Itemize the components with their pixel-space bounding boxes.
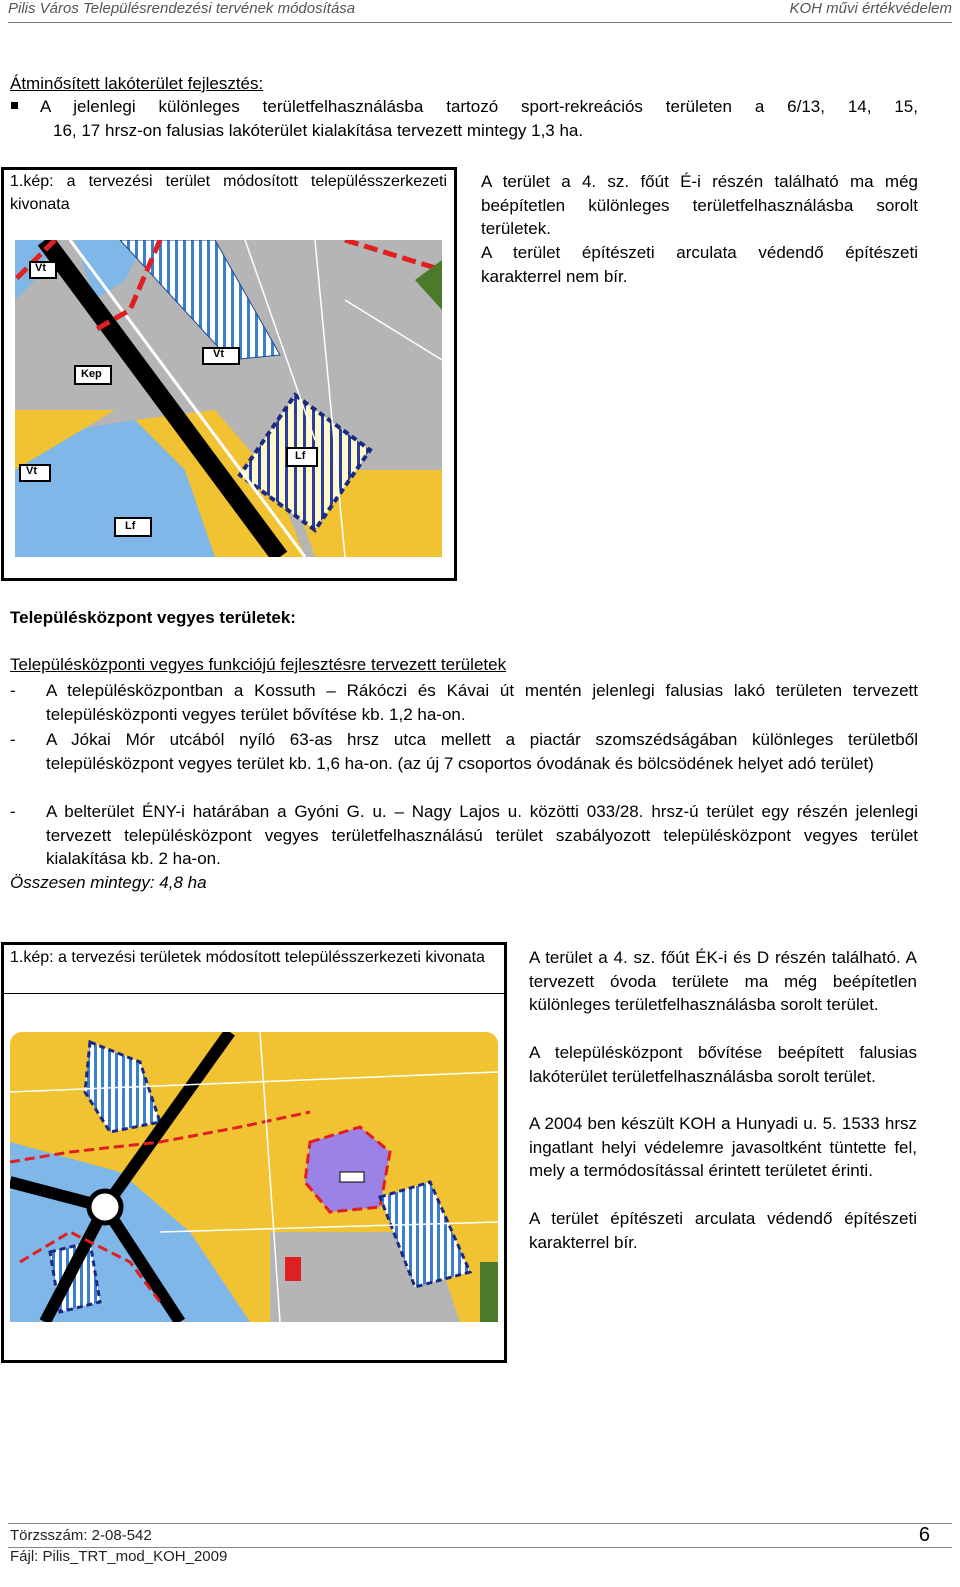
figure2-description-3: A 2004 ben készült KOH a Hunyadi u. 5. 1533 hrsz ingatlant helyi védelemre javasoltként tüntette fel, mely a termódosítással érintett területet érinti. [529, 1114, 917, 1180]
section2-total: Összesen mintegy: 4,8 ha [10, 873, 207, 892]
section2-item-1: A településközpontban a Kossuth – Rákóczi és Kávai út mentén jelenlegi falusias lakó területen tervezett településközponti vegyes terület bővítése kb. 1,2 ha-on. [46, 681, 918, 724]
section2-heading: Településközpont vegyes területek: [10, 608, 296, 627]
header-title: Pilis Város Településrendezési tervének módosítása [8, 0, 356, 17]
dash-bullet: - [10, 802, 16, 821]
figure2-description-4: A terület építészeti arculata védendő építészeti karakterrel bír. [529, 1209, 917, 1252]
figure2-caption: 1.kép: a tervezési területek módosított településszerkezeti kivonata [10, 949, 485, 966]
map-label: Vt [213, 348, 224, 360]
header-divider [8, 22, 952, 23]
page-number: 6 [918, 1524, 930, 1546]
footer-divider [8, 1523, 952, 1524]
section1-bullet-line1: A jelenlegi különleges területfelhasználásba tartozó sport-rekreációs területen a 6/13, 14, 15, [40, 97, 918, 116]
figure1-description-2: A terület építészeti arculata védendő építészeti karakterrel nem bír. [481, 243, 918, 286]
figure2-description-1: A terület a 4. sz. főút ÉK-i és D részén található. A tervezett óvoda területe ma még beépítetlen különleges területfelhasználásba sorolt terület. [529, 948, 917, 1014]
map-label: Vt [35, 262, 46, 274]
section1-heading: Átminősített lakóterület fejlesztés: [10, 74, 264, 93]
section2-subheading: Településközponti vegyes funkciójú fejlesztésre tervezett területek [10, 655, 507, 674]
figure1-map [15, 240, 442, 557]
map-label: Lf [295, 450, 306, 462]
map-label: Kep [81, 368, 102, 380]
section2-item-3: A belterület ÉNY-i határában a Gyóni G. u. – Nagy Lajos u. közötti 033/28. hrsz-ú terület egy részén jelenlegi tervezett településközpont vegyes területfelhasználású terület szabályozott településközpont vegyes terület kialakítása kb. 2 ha-on. [46, 802, 918, 868]
dash-bullet: - [10, 730, 16, 749]
figure2-map [10, 1032, 498, 1322]
figure1-caption: 1.kép: a tervezési terület módosított településszerkezeti kivonata [10, 173, 447, 213]
figure1-description-1: A terület a 4. sz. főút É-i részén található ma még beépítetlen különleges területfelhasználásba sorolt területek. [481, 172, 918, 238]
square-bullet-icon [11, 102, 18, 109]
dash-bullet: - [10, 681, 16, 700]
figure2-description-2: A településközpont bővítése beépített falusias lakóterület területfelhasználásba sorolt terület. [529, 1043, 917, 1086]
section1-bullet-line2: 16, 17 hrsz-on falusias lakóterület kialakítása tervezett mintegy 1,3 ha. [53, 121, 584, 140]
map-label: Lf [125, 520, 136, 532]
header-subtitle: KOH művi értékvédelem [789, 0, 952, 17]
figure2-caption-divider [4, 993, 504, 994]
section2-item-2: A Jókai Mór utcából nyíló 63-as hrsz utca mellett a piactár szomszédságában különleges területből településközpont vegyes terület kb. 1,6 ha-on. (az új 7 csoportos óvodának és bölcsödének helyet adó terület) [46, 730, 918, 773]
footer-code: Törzsszám: 2-08-542 [10, 1527, 152, 1544]
footer-file: Fájl: Pilis_TRT_mod_KOH_2009 [10, 1548, 228, 1565]
map-label: Vt [26, 465, 37, 477]
